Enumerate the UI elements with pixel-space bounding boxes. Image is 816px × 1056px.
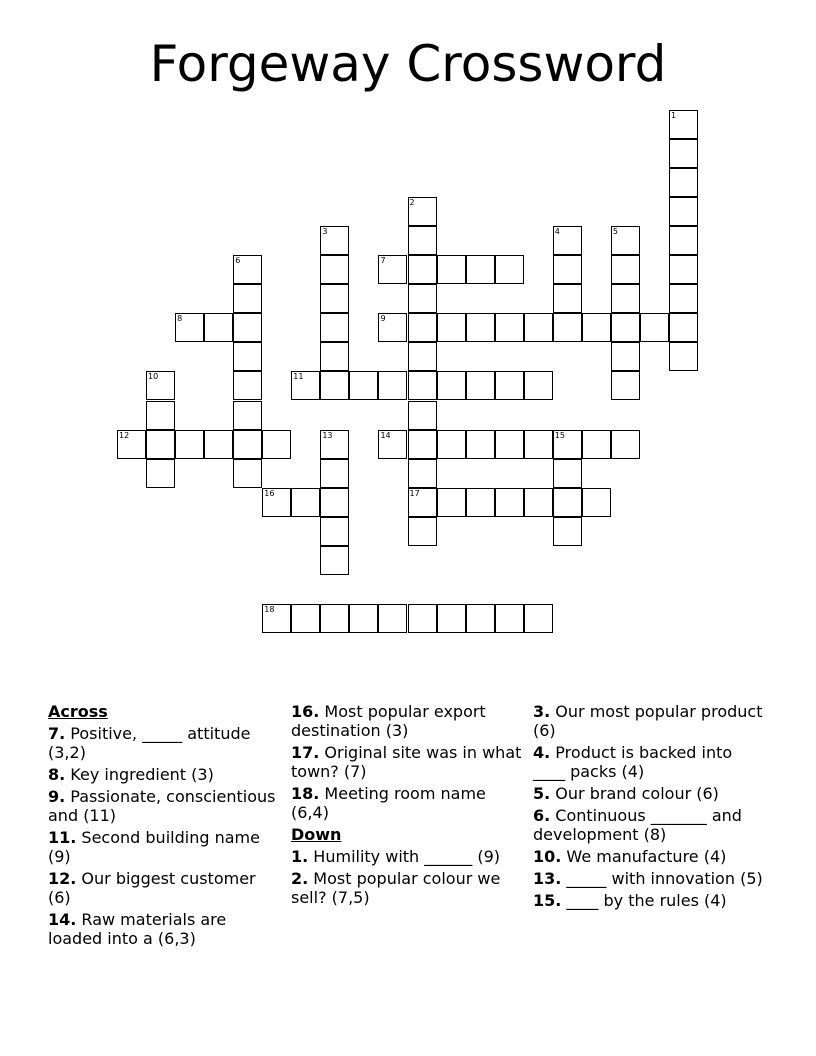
clue-number: 5. xyxy=(533,784,551,803)
grid-cell[interactable] xyxy=(524,313,553,342)
clue-number-label: 7 xyxy=(380,256,386,266)
grid-cell[interactable] xyxy=(524,488,553,517)
grid-cell[interactable] xyxy=(408,284,437,313)
clue-item xyxy=(533,702,768,740)
grid-cell[interactable] xyxy=(233,401,262,430)
clue-number: 3. xyxy=(533,702,551,721)
clue-item xyxy=(48,910,283,948)
clue-text: Our most popular product (6) xyxy=(533,702,763,740)
grid-cell[interactable] xyxy=(408,226,437,255)
clue-number-label: 4 xyxy=(554,227,560,237)
clue-text: Second building name (9) xyxy=(48,828,260,866)
grid-cell[interactable] xyxy=(408,430,437,459)
grid-cell[interactable] xyxy=(466,255,495,284)
clue-text: Original site was in what town? (7) xyxy=(291,743,522,781)
clue-item xyxy=(291,869,526,907)
down-heading: Down xyxy=(291,825,342,844)
grid-cell[interactable] xyxy=(320,604,349,633)
grid-cell[interactable] xyxy=(175,430,204,459)
grid-cell[interactable] xyxy=(378,604,407,633)
grid-cell[interactable] xyxy=(553,255,582,284)
clue-item xyxy=(48,724,283,762)
grid-cell[interactable] xyxy=(495,255,524,284)
grid-cell[interactable] xyxy=(495,488,524,517)
grid-cell[interactable] xyxy=(437,371,466,400)
grid-cell[interactable] xyxy=(408,401,437,430)
grid-cell[interactable] xyxy=(349,604,378,633)
grid-cell[interactable] xyxy=(466,488,495,517)
grid-cell[interactable] xyxy=(495,313,524,342)
clue-number: 6. xyxy=(533,806,551,825)
clue-number-label: 5 xyxy=(612,227,618,237)
grid-cell[interactable] xyxy=(611,313,640,342)
clue-number-label: 9 xyxy=(380,314,386,324)
grid-cell[interactable] xyxy=(146,430,175,459)
grid-cell[interactable] xyxy=(495,430,524,459)
clue-number: 4. xyxy=(533,743,551,762)
grid-cell[interactable] xyxy=(466,604,495,633)
clue-number-label: 6 xyxy=(235,256,241,266)
grid-cell[interactable] xyxy=(669,139,698,168)
grid-cell[interactable] xyxy=(611,284,640,313)
grid-cell[interactable] xyxy=(611,342,640,371)
clue-number: 12. xyxy=(48,869,77,888)
clue-text: Key ingredient (3) xyxy=(65,765,214,784)
clue-text: Our biggest customer (6) xyxy=(48,869,256,907)
grid-cell[interactable] xyxy=(553,517,582,546)
clue-text: We manufacture (4) xyxy=(561,847,727,866)
clue-text: Positive, _____ attitude (3,2) xyxy=(48,724,251,762)
grid-cell[interactable] xyxy=(408,342,437,371)
clue-item xyxy=(48,787,283,825)
grid-cell[interactable] xyxy=(582,430,611,459)
grid-cell[interactable] xyxy=(669,342,698,371)
grid-cell[interactable] xyxy=(553,284,582,313)
clue-column-3 xyxy=(533,702,768,913)
clue-item xyxy=(48,765,283,784)
clue-number: 1. xyxy=(291,847,309,866)
page-title: Forgeway Crossword xyxy=(149,35,667,93)
clue-item xyxy=(291,784,526,822)
grid-cell[interactable] xyxy=(669,255,698,284)
grid-cell[interactable] xyxy=(437,488,466,517)
clue-item xyxy=(533,847,768,866)
grid-cell[interactable] xyxy=(408,371,437,400)
clue-number: 10. xyxy=(533,847,562,866)
clue-number: 13. xyxy=(533,869,562,888)
grid-cell[interactable] xyxy=(437,604,466,633)
clue-text: Raw materials are loaded into a (6,3) xyxy=(48,910,227,948)
clue-item xyxy=(48,828,283,866)
clue-text: Most popular colour we sell? (7,5) xyxy=(291,869,501,907)
grid-cell[interactable] xyxy=(204,430,233,459)
clue-number: 18. xyxy=(291,784,320,803)
clue-text: ____ by the rules (4) xyxy=(561,891,727,910)
grid-cell[interactable] xyxy=(291,604,320,633)
grid-cell[interactable] xyxy=(669,226,698,255)
grid-cell[interactable] xyxy=(233,459,262,488)
grid-cell[interactable] xyxy=(408,517,437,546)
grid-cell[interactable] xyxy=(437,313,466,342)
clue-item xyxy=(533,743,768,781)
grid-cell[interactable] xyxy=(408,459,437,488)
clue-number-label: 2 xyxy=(409,198,415,208)
grid-cell[interactable] xyxy=(553,313,582,342)
grid-cell[interactable] xyxy=(582,313,611,342)
clue-number: 14. xyxy=(48,910,77,929)
clue-number: 7. xyxy=(48,724,66,743)
clue-text: Passionate, conscientious and (11) xyxy=(48,787,276,825)
clue-number-label: 18 xyxy=(264,604,275,614)
grid-cell[interactable] xyxy=(611,255,640,284)
grid-cell[interactable] xyxy=(669,197,698,226)
grid-cell[interactable] xyxy=(233,342,262,371)
grid-cell[interactable] xyxy=(320,488,349,517)
grid-cell[interactable] xyxy=(611,371,640,400)
clue-item xyxy=(291,847,526,866)
grid-cell[interactable] xyxy=(320,313,349,342)
grid-cell[interactable] xyxy=(233,284,262,313)
grid-cell[interactable] xyxy=(408,255,437,284)
grid-cell[interactable] xyxy=(553,459,582,488)
grid-cell[interactable] xyxy=(495,371,524,400)
grid-cell[interactable] xyxy=(669,284,698,313)
grid-cell[interactable] xyxy=(582,488,611,517)
grid-cell[interactable] xyxy=(146,459,175,488)
grid-cell[interactable] xyxy=(262,430,291,459)
clue-number-label: 15 xyxy=(554,430,565,440)
grid-cell[interactable] xyxy=(146,401,175,430)
clue-item xyxy=(533,784,768,803)
grid-cell[interactable] xyxy=(233,313,262,342)
grid-cell[interactable] xyxy=(320,517,349,546)
grid-cell[interactable] xyxy=(611,430,640,459)
grid-cell[interactable] xyxy=(291,488,320,517)
grid-cell[interactable] xyxy=(553,488,582,517)
clue-number: 8. xyxy=(48,765,66,784)
grid-cell[interactable] xyxy=(320,371,349,400)
grid-cell[interactable] xyxy=(437,430,466,459)
clue-text: Humility with ______ (9) xyxy=(308,847,501,866)
clue-number-label: 1 xyxy=(670,111,677,120)
grid-cell[interactable] xyxy=(233,430,262,459)
across-heading: Across xyxy=(48,702,108,721)
clue-text: Most popular export destination (3) xyxy=(291,702,486,740)
clue-number-label: 8 xyxy=(177,314,183,324)
clue-item xyxy=(533,869,768,888)
clue-text: Meeting room name (6,4) xyxy=(291,784,486,822)
clue-column-2 xyxy=(291,702,526,910)
clue-number-label: 16 xyxy=(264,488,275,498)
grid-cell[interactable] xyxy=(466,313,495,342)
clue-number: 2. xyxy=(291,869,309,888)
clue-number-label: 3 xyxy=(322,227,328,237)
grid-cell[interactable] xyxy=(669,313,698,342)
grid-cell[interactable] xyxy=(320,342,349,371)
grid-cell[interactable] xyxy=(408,313,437,342)
grid-cell[interactable] xyxy=(320,459,349,488)
grid-cell[interactable] xyxy=(378,371,407,400)
clue-number: 16. xyxy=(291,702,320,721)
grid-cell[interactable] xyxy=(320,255,349,284)
grid-cell[interactable] xyxy=(524,604,553,633)
clue-number-label: 17 xyxy=(409,488,420,498)
grid-cell[interactable] xyxy=(495,604,524,633)
grid-cell[interactable] xyxy=(320,284,349,313)
grid-cell[interactable] xyxy=(349,371,378,400)
clue-number-label: 10 xyxy=(148,372,159,382)
grid-cell[interactable] xyxy=(408,604,437,633)
clue-text: Our brand colour (6) xyxy=(550,784,719,803)
clue-text: _____ with innovation (5) xyxy=(561,869,763,888)
clue-item xyxy=(291,743,526,781)
grid-cell[interactable] xyxy=(524,430,553,459)
clue-number: 15. xyxy=(533,891,562,910)
clue-item xyxy=(291,702,526,740)
clue-text: Product is backed into ____ packs (4) xyxy=(533,743,733,781)
clue-number-label: 12 xyxy=(119,430,130,440)
clue-number-label: 13 xyxy=(322,430,333,440)
grid-cell[interactable] xyxy=(669,168,698,197)
grid-cell[interactable] xyxy=(320,546,349,575)
clue-item xyxy=(48,869,283,907)
grid-cell[interactable] xyxy=(204,313,233,342)
clue-number-label: 14 xyxy=(380,430,391,440)
clue-item xyxy=(533,806,768,844)
grid-cell[interactable] xyxy=(437,255,466,284)
clue-item xyxy=(533,891,768,910)
clue-text: Continuous _______ and development (8) xyxy=(533,806,742,844)
grid-cell[interactable] xyxy=(233,371,262,400)
grid-cell[interactable] xyxy=(524,371,553,400)
clue-number-label: 11 xyxy=(293,372,304,382)
clue-column-1 xyxy=(48,702,283,951)
clue-number: 17. xyxy=(291,743,320,762)
clue-number: 9. xyxy=(48,787,66,806)
grid-cell[interactable] xyxy=(640,313,669,342)
grid-cell[interactable] xyxy=(466,371,495,400)
clue-number: 11. xyxy=(48,828,77,847)
grid-cell[interactable] xyxy=(466,430,495,459)
